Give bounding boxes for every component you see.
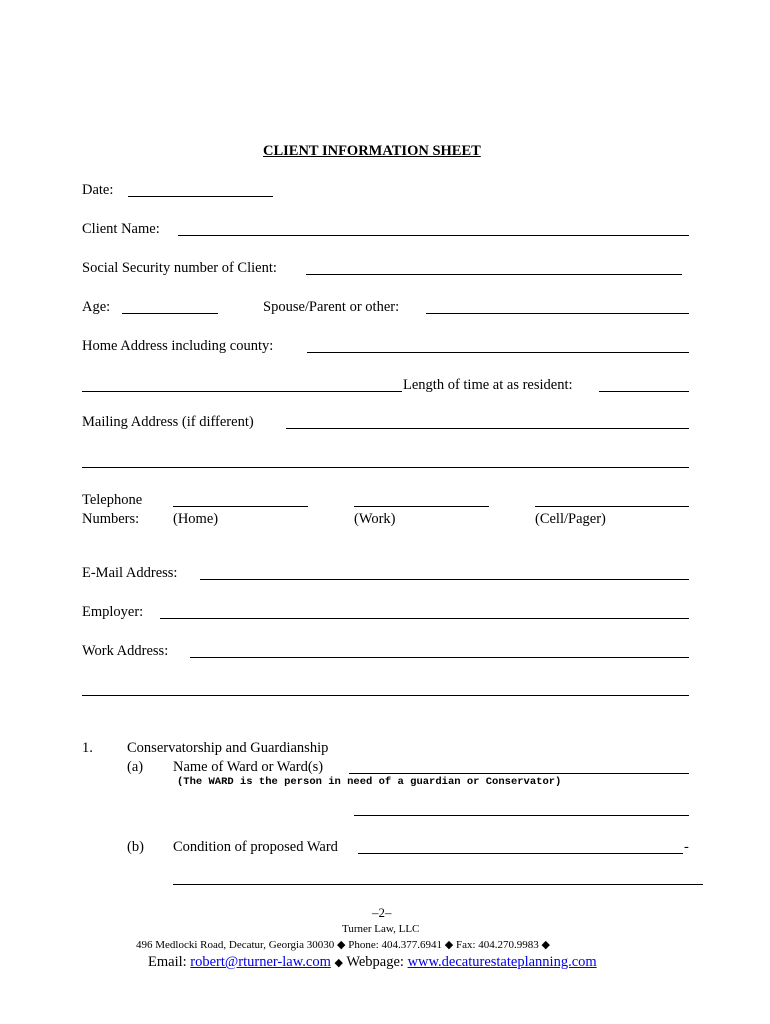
ward-condition-dash: -	[684, 839, 689, 855]
ward-name-label: Name of Ward or Ward(s)	[173, 759, 324, 775]
work-phone-field[interactable]	[354, 506, 489, 507]
diamond-icon: ◆	[541, 938, 551, 951]
email-link[interactable]: robert@rturner-law.com	[190, 954, 331, 970]
ward-condition-field[interactable]	[358, 853, 683, 854]
spouse-label: Spouse/Parent or other:	[263, 299, 400, 315]
work-address-label: Work Address:	[82, 643, 169, 659]
ssn-field[interactable]	[306, 274, 682, 275]
age-field[interactable]	[122, 313, 218, 314]
ward-condition-label: Condition of proposed Ward	[173, 839, 338, 855]
email-footer-label: Email:	[148, 954, 187, 970]
firm-name: Turner Law, LLC	[342, 923, 420, 935]
cell-phone-label: (Cell/Pager)	[535, 511, 606, 527]
numbers-label: Numbers:	[82, 511, 140, 527]
email-label: E-Mail Address:	[82, 565, 178, 581]
residence-label: Length of time at as resident:	[403, 377, 573, 393]
ward-name-field-2[interactable]	[354, 815, 689, 816]
telephone-label: Telephone	[82, 492, 143, 508]
firm-fax: Fax: 404.270.9983	[455, 939, 539, 951]
home-phone-label: (Home)	[173, 511, 219, 527]
spouse-field[interactable]	[426, 313, 689, 314]
page-title: CLIENT INFORMATION SHEET	[263, 143, 481, 159]
mailing-address-field-2[interactable]	[82, 467, 689, 468]
diamond-icon: ◆	[336, 938, 346, 951]
home-address-label: Home Address including county:	[82, 338, 274, 354]
footer-contact-line	[136, 938, 550, 951]
age-label: Age:	[82, 299, 111, 315]
section-number: 1.	[82, 740, 93, 756]
client-name-field[interactable]	[178, 235, 689, 236]
home-phone-field[interactable]	[173, 506, 308, 507]
client-name-label: Client Name:	[82, 221, 160, 237]
item-a-label: (a)	[127, 759, 144, 775]
firm-address: 496 Medlocki Road, Decatur, Georgia 30030	[136, 939, 335, 951]
footer-web-line	[148, 954, 597, 971]
ward-condition-field-2[interactable]	[173, 884, 703, 885]
email-field[interactable]	[200, 579, 689, 580]
webpage-link[interactable]: www.decaturestateplanning.com	[407, 954, 597, 970]
ssn-label: Social Security number of Client:	[82, 260, 277, 276]
webpage-label: Webpage:	[346, 954, 404, 970]
ward-name-field[interactable]	[349, 773, 689, 774]
cell-phone-field[interactable]	[535, 506, 689, 507]
date-label: Date:	[82, 182, 114, 198]
mailing-address-field[interactable]	[286, 428, 689, 429]
diamond-icon: ◆	[444, 938, 454, 951]
residence-field[interactable]	[599, 391, 689, 392]
firm-phone: Phone: 404.377.6941	[348, 939, 443, 951]
mailing-address-label: Mailing Address (if different)	[82, 414, 254, 430]
work-phone-label: (Work)	[354, 511, 396, 527]
date-field[interactable]	[128, 196, 273, 197]
work-address-field-2[interactable]	[82, 695, 689, 696]
item-b-label: (b)	[127, 839, 144, 855]
work-address-field[interactable]	[190, 657, 689, 658]
home-address-field-2[interactable]	[82, 391, 402, 392]
page-number: –2–	[372, 905, 392, 920]
employer-label: Employer:	[82, 604, 144, 620]
ward-note: (The WARD is the person in need of a guardian or Conservator)	[177, 776, 562, 788]
employer-field[interactable]	[160, 618, 689, 619]
section-heading: Conservatorship and Guardianship	[127, 740, 329, 756]
diamond-icon: ◆	[334, 956, 343, 969]
home-address-field[interactable]	[307, 352, 689, 353]
